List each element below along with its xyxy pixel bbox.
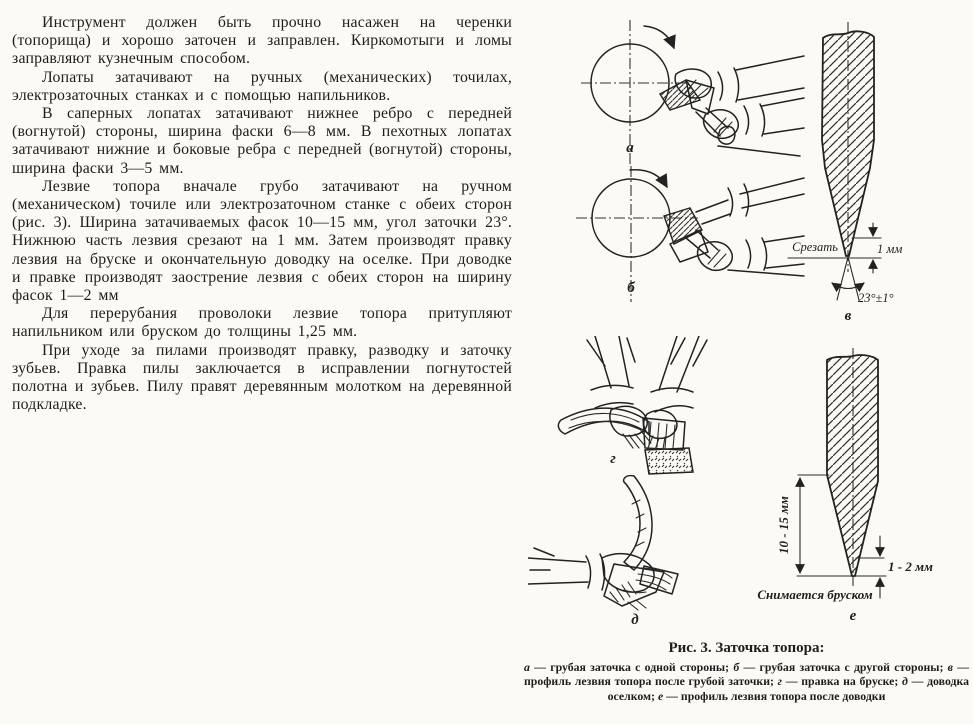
figure-caption-legend xyxy=(524,660,969,703)
figure-label-g: г xyxy=(610,451,616,467)
dim-1mm-label: 1 мм xyxy=(877,242,903,256)
legend-letter-g: г xyxy=(777,674,783,689)
paragraph-saw-care: При уходе за пилами производят правку, разводку и заточку зубьев. Правка пилы заключается в исправлении погнутостей полотна и зубьев. Пилу правят деревянным молотком на деревянной подкладке. xyxy=(12,341,512,414)
upper-sleeve-cuff xyxy=(718,68,739,102)
forearm xyxy=(528,548,588,584)
legend-text-g: — правка на бруске; xyxy=(782,674,902,689)
illustration-e-blade-profile-finished xyxy=(752,348,970,630)
legend-text-e: — профиль лезвия топора после доводки xyxy=(663,688,886,703)
legend-text-d: — доводка оселком; xyxy=(607,674,969,703)
legend-letter-d: д xyxy=(902,674,908,689)
dim-1-2mm-label: 1 - 2 мм xyxy=(888,559,933,574)
srezat-label: Срезать xyxy=(792,240,838,254)
figure-label-e: е xyxy=(849,608,857,624)
under-fingers xyxy=(628,600,646,610)
illustration-v-blade-profile-rough xyxy=(775,22,973,322)
legend-letter-a: а xyxy=(524,660,530,674)
illustration-d-oilstone-finishing xyxy=(528,470,778,632)
illustration-b-rough-grinding-other-side xyxy=(568,166,806,318)
illustration-g-honing-on-bar xyxy=(535,336,780,478)
lower-sleeve-cuff xyxy=(746,238,767,270)
legend-letter-e: е xyxy=(657,688,664,703)
axe-blade-profile xyxy=(827,355,878,576)
figure-label-d: д xyxy=(631,612,639,628)
legend-text-a: — грубая заточка с одной стороны; xyxy=(529,660,734,674)
axe-handle-upper xyxy=(696,200,730,224)
legend-text-b: — грубая заточка с другой стороны; xyxy=(739,660,948,674)
figure-label-b: б xyxy=(627,280,635,296)
left-forearm xyxy=(587,336,635,388)
upper-sleeve-cuff xyxy=(728,184,749,216)
rotation-arrow-icon xyxy=(644,26,674,48)
hand-fingers xyxy=(624,568,672,593)
axe-on-bar-sketch xyxy=(558,336,707,474)
right-sleeve-cuff xyxy=(651,388,693,412)
dim-10-15mm-label: 10 - 15 мм xyxy=(776,496,791,554)
paragraph-tools-mounted: Инструмент должен быть прочно насажен на черенки (топорища) и хорошо заточен и заправлен. Киркомотыги и ломы заправляют кузнечным способом. xyxy=(12,14,512,68)
handle-texture xyxy=(632,500,646,546)
figure-label-a: а xyxy=(626,140,634,156)
right-forearm xyxy=(659,336,707,392)
hand-fingers xyxy=(708,250,726,267)
axe-blade xyxy=(660,80,700,110)
rotation-arrow-icon xyxy=(630,170,667,187)
illustration-a-rough-grinding-one-side xyxy=(568,18,806,168)
angle-annotation xyxy=(832,257,894,305)
body-text-column xyxy=(12,14,512,414)
left-sleeve-cuff xyxy=(591,385,633,408)
lower-sleeve-cuff xyxy=(744,104,765,136)
legend-text-v: — профиль лезвия топора после грубой заточки; xyxy=(524,660,969,689)
paragraph-axe-blade-sharpening: Лезвие топора вначале грубо затачивают на ручном (механическом) точиле или электрозаточном станке с обеих сторон (рис. 3). Ширина затачиваемых фасок 10—15 мм, угол заточки 23°. Нижнюю часть лезвия срезают на 1 мм. Затем производят правку лезвия на бруске и окончательную доводку на оселке. При доводке и правке производят заострение лезвия с обеих сторон на ширину фасок 1—2 мм xyxy=(12,177,512,305)
axe-handle xyxy=(624,476,652,570)
snimaetsya-label: Снимается бруском xyxy=(757,587,873,602)
hand-with-oilstone-sketch xyxy=(528,476,678,610)
figure-label-v: в xyxy=(844,308,852,322)
axe-blade-profile xyxy=(822,31,874,256)
legend-letter-b: б xyxy=(733,660,740,674)
paragraph-sapper-shovels: В саперных лопатах затачивают нижнее ребро с передней (вогнутой) стороны, ширина фаски 6—8 мм. В пехотных лопатах затачивают нижние и боковые ребра с передней (вогнутой) стороны, ширина фаски 3—5 мм. xyxy=(12,105,512,177)
paragraph-shovels-sharpening: Лопаты затачивают на ручных (механических) точилах, электрозаточных станках и с помощью напильников. xyxy=(12,68,512,104)
paragraph-wire-cutting: Для перерубания проволоки лезвие топора притупляют напильником или бруском до толщины 1,25 мм. xyxy=(12,305,512,341)
legend-letter-v: в xyxy=(947,660,953,674)
figure-caption-title: Рис. 3. Заточка топора: xyxy=(668,640,825,656)
angle-label: 23°±1° xyxy=(858,291,894,305)
